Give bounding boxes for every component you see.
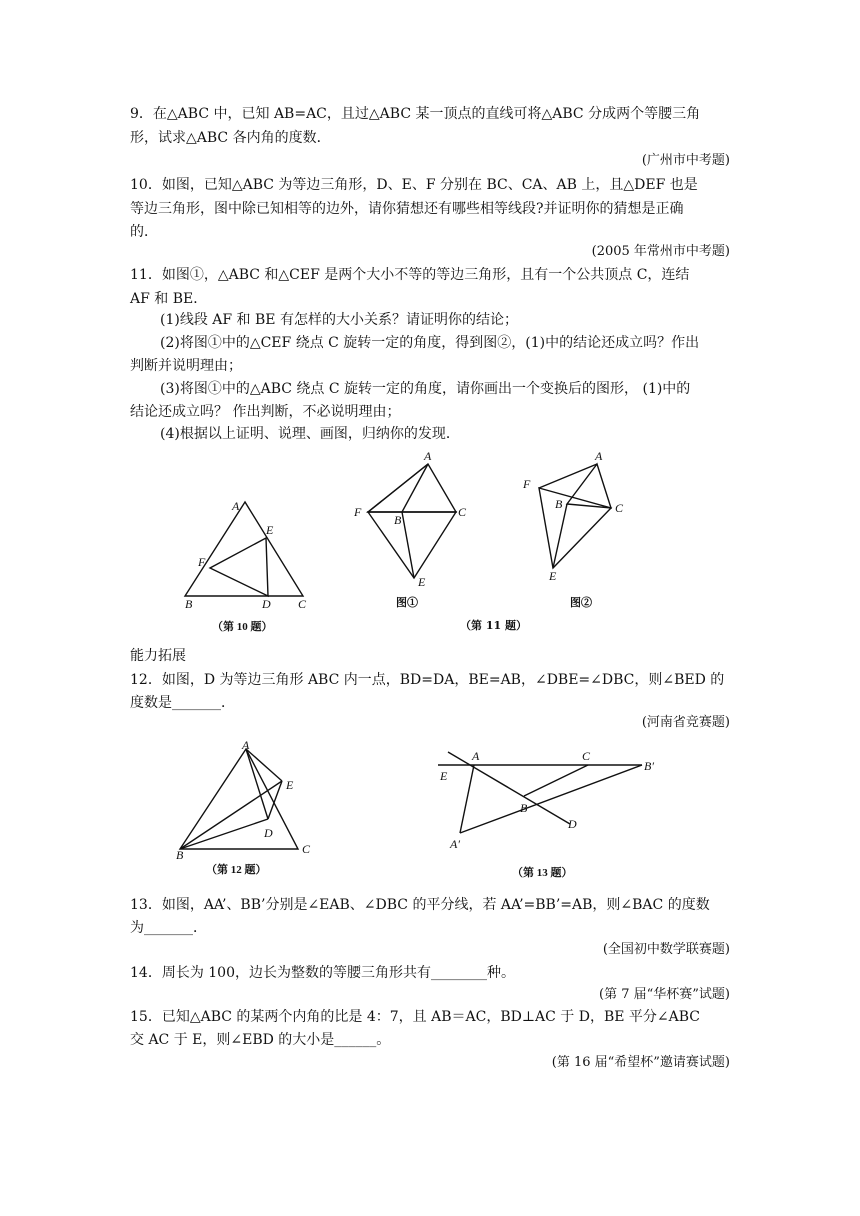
problem-15-line-2: 交 AC 于 E，则∠EBD 的大小是______。 [130, 1032, 391, 1048]
problem-15-source: (第 16 届“希望杯”邀请赛试题) [551, 1055, 730, 1070]
fig12-label-c: C [302, 842, 311, 856]
figure-12 [170, 735, 330, 885]
problem-11-question-3a: (3)将图①中的△ABC 绕点 C 旋转一定的角度，请你画出一个变换后的图形， (1)中的 [160, 381, 691, 397]
problem-9-source: (广州市中考题) [641, 153, 730, 168]
fig11a-label-a: A [424, 449, 432, 463]
fig11-caption: （第 11 题） [460, 619, 527, 632]
problem-11-question-2b: 判断并说明理由； [130, 358, 242, 374]
fig11b-label-a: A [595, 449, 603, 463]
problem-11-question-4: (4)根据以上证明、说理、画图，归纳你的发现． [160, 426, 460, 442]
figure-11-2 [515, 448, 635, 618]
fig11b-segment-be [553, 504, 567, 568]
fig13-segment-cb [524, 765, 588, 796]
problem-11-question-3b: 结论还成立吗？ 作出判断，不必说明理由； [130, 404, 401, 420]
fig11a-segment-be [402, 512, 414, 578]
fig11b-caption: 图② [570, 597, 592, 609]
problem-12-line-1: 12．如图，D 为等边三角形 ABC 内一点，BD=DA，BE=AB，∠DBE=∠DBC，则∠BED 的 [130, 672, 725, 688]
fig13-line-ad [448, 752, 570, 824]
fig11b-label-c: C [615, 501, 624, 515]
problem-10-line-3: 的． [130, 224, 158, 240]
fig12-caption: （第 12 题） [206, 864, 267, 876]
fig13-label-e: E [440, 769, 448, 783]
fig13-label-b-prime: B′ [644, 759, 654, 773]
problem-12-source: (河南省竞赛题) [641, 715, 730, 730]
fig11a-label-c: C [458, 505, 467, 519]
problem-13-line-1: 13．如图，AA’、BB’分别是∠EAB、∠DBC 的平分线，若 AA’=BB’=AB，则∠BAC 的度数 [130, 897, 710, 913]
fig13-label-a-prime: A′ [450, 837, 460, 851]
problem-14-line-1: 14．周长为 100，边长为整数的等腰三角形共有________种。 [130, 965, 515, 981]
problem-13-line-2: 为_______． [130, 920, 207, 936]
fig10-caption: （第 10 题） [212, 621, 273, 633]
fig12-label-e: E [286, 778, 294, 792]
fig10-label-a: A [232, 499, 240, 513]
fig10-label-f: F [198, 555, 206, 569]
fig13-label-a: A [472, 749, 480, 763]
problem-14-source: (第 7 届“华杯赛”试题) [599, 987, 730, 1002]
problem-9-line-2: 形，试求△ABC 各内角的度数． [130, 130, 331, 146]
section-title: 能力拓展 [130, 648, 186, 664]
fig11a-segment-af [368, 464, 428, 512]
fig12-label-b: B [176, 848, 184, 862]
fig10-label-e: E [266, 523, 274, 537]
problem-9-line-1: 9．在△ABC 中，已知 AB=AC，且过△ABC 某一顶点的直线可将△ABC 分成两个等腰三角 [130, 106, 701, 122]
fig10-triangle-def [210, 538, 268, 596]
fig13-label-b: B [520, 801, 528, 815]
fig11a-label-f: F [354, 505, 362, 519]
problem-11-line-1: 11．如图①，△ABC 和△CEF 是两个大小不等的等边三角形，且有一个公共顶点 C，连结 [130, 267, 690, 283]
fig12-segment-bd [180, 819, 268, 849]
problem-11-line-2: AF 和 BE． [130, 291, 208, 307]
problem-10-source: (2005 年常州市中考题) [591, 244, 730, 259]
fig13-label-c: C [582, 749, 591, 763]
figure-11-1 [350, 448, 480, 618]
figure-13 [430, 740, 690, 885]
fig13-label-d: D [568, 817, 577, 831]
fig13-caption: （第 13 题） [512, 867, 573, 879]
problem-10-line-1: 10．如图，已知△ABC 为等边三角形，D、E、F 分别在 BC、CA、AB 上，且△DEF 也是 [130, 177, 698, 193]
fig11a-label-b: B [394, 513, 402, 527]
fig11b-label-f: F [523, 477, 531, 491]
problem-11-question-2a: (2)将图①中的△CEF 绕点 C 旋转一定的角度，得到图②，(1)中的结论还成立吗？作出 [160, 335, 700, 351]
fig12-triangle-abc [180, 749, 298, 849]
fig11b-label-b: B [555, 497, 563, 511]
fig11b-triangle-cef [539, 488, 611, 568]
fig12-label-d: D [264, 826, 273, 840]
fig11a-triangle-abc [368, 464, 456, 512]
problem-12-line-2: 度数是_______． [130, 695, 235, 711]
fig12-label-a: A [242, 738, 250, 752]
fig10-label-c: C [298, 597, 307, 611]
fig11b-label-e: E [549, 569, 557, 583]
fig11a-caption: 图① [396, 597, 418, 609]
problem-11-question-1: (1)线段 AF 和 BE 有怎样的大小关系？请证明你的结论； [160, 312, 518, 328]
fig13-segment-aa2 [460, 765, 474, 833]
problem-15-line-1: 15．已知△ABC 的某两个内角的比是 4：7，且 AB＝AC，BD⊥AC 于 D，BE 平分∠ABC [130, 1009, 701, 1025]
fig10-label-b: B [185, 597, 193, 611]
figure-10 [170, 490, 330, 635]
problem-13-source: (全国初中数学联赛题) [602, 942, 730, 957]
problem-10-line-2: 等边三角形，图中除已知相等的边外，请你猜想还有哪些相等线段?并证明你的猜想是正确 [130, 201, 684, 217]
fig11a-segment-ab [402, 464, 428, 512]
fig10-label-d: D [262, 597, 271, 611]
fig11a-label-e: E [418, 575, 426, 589]
